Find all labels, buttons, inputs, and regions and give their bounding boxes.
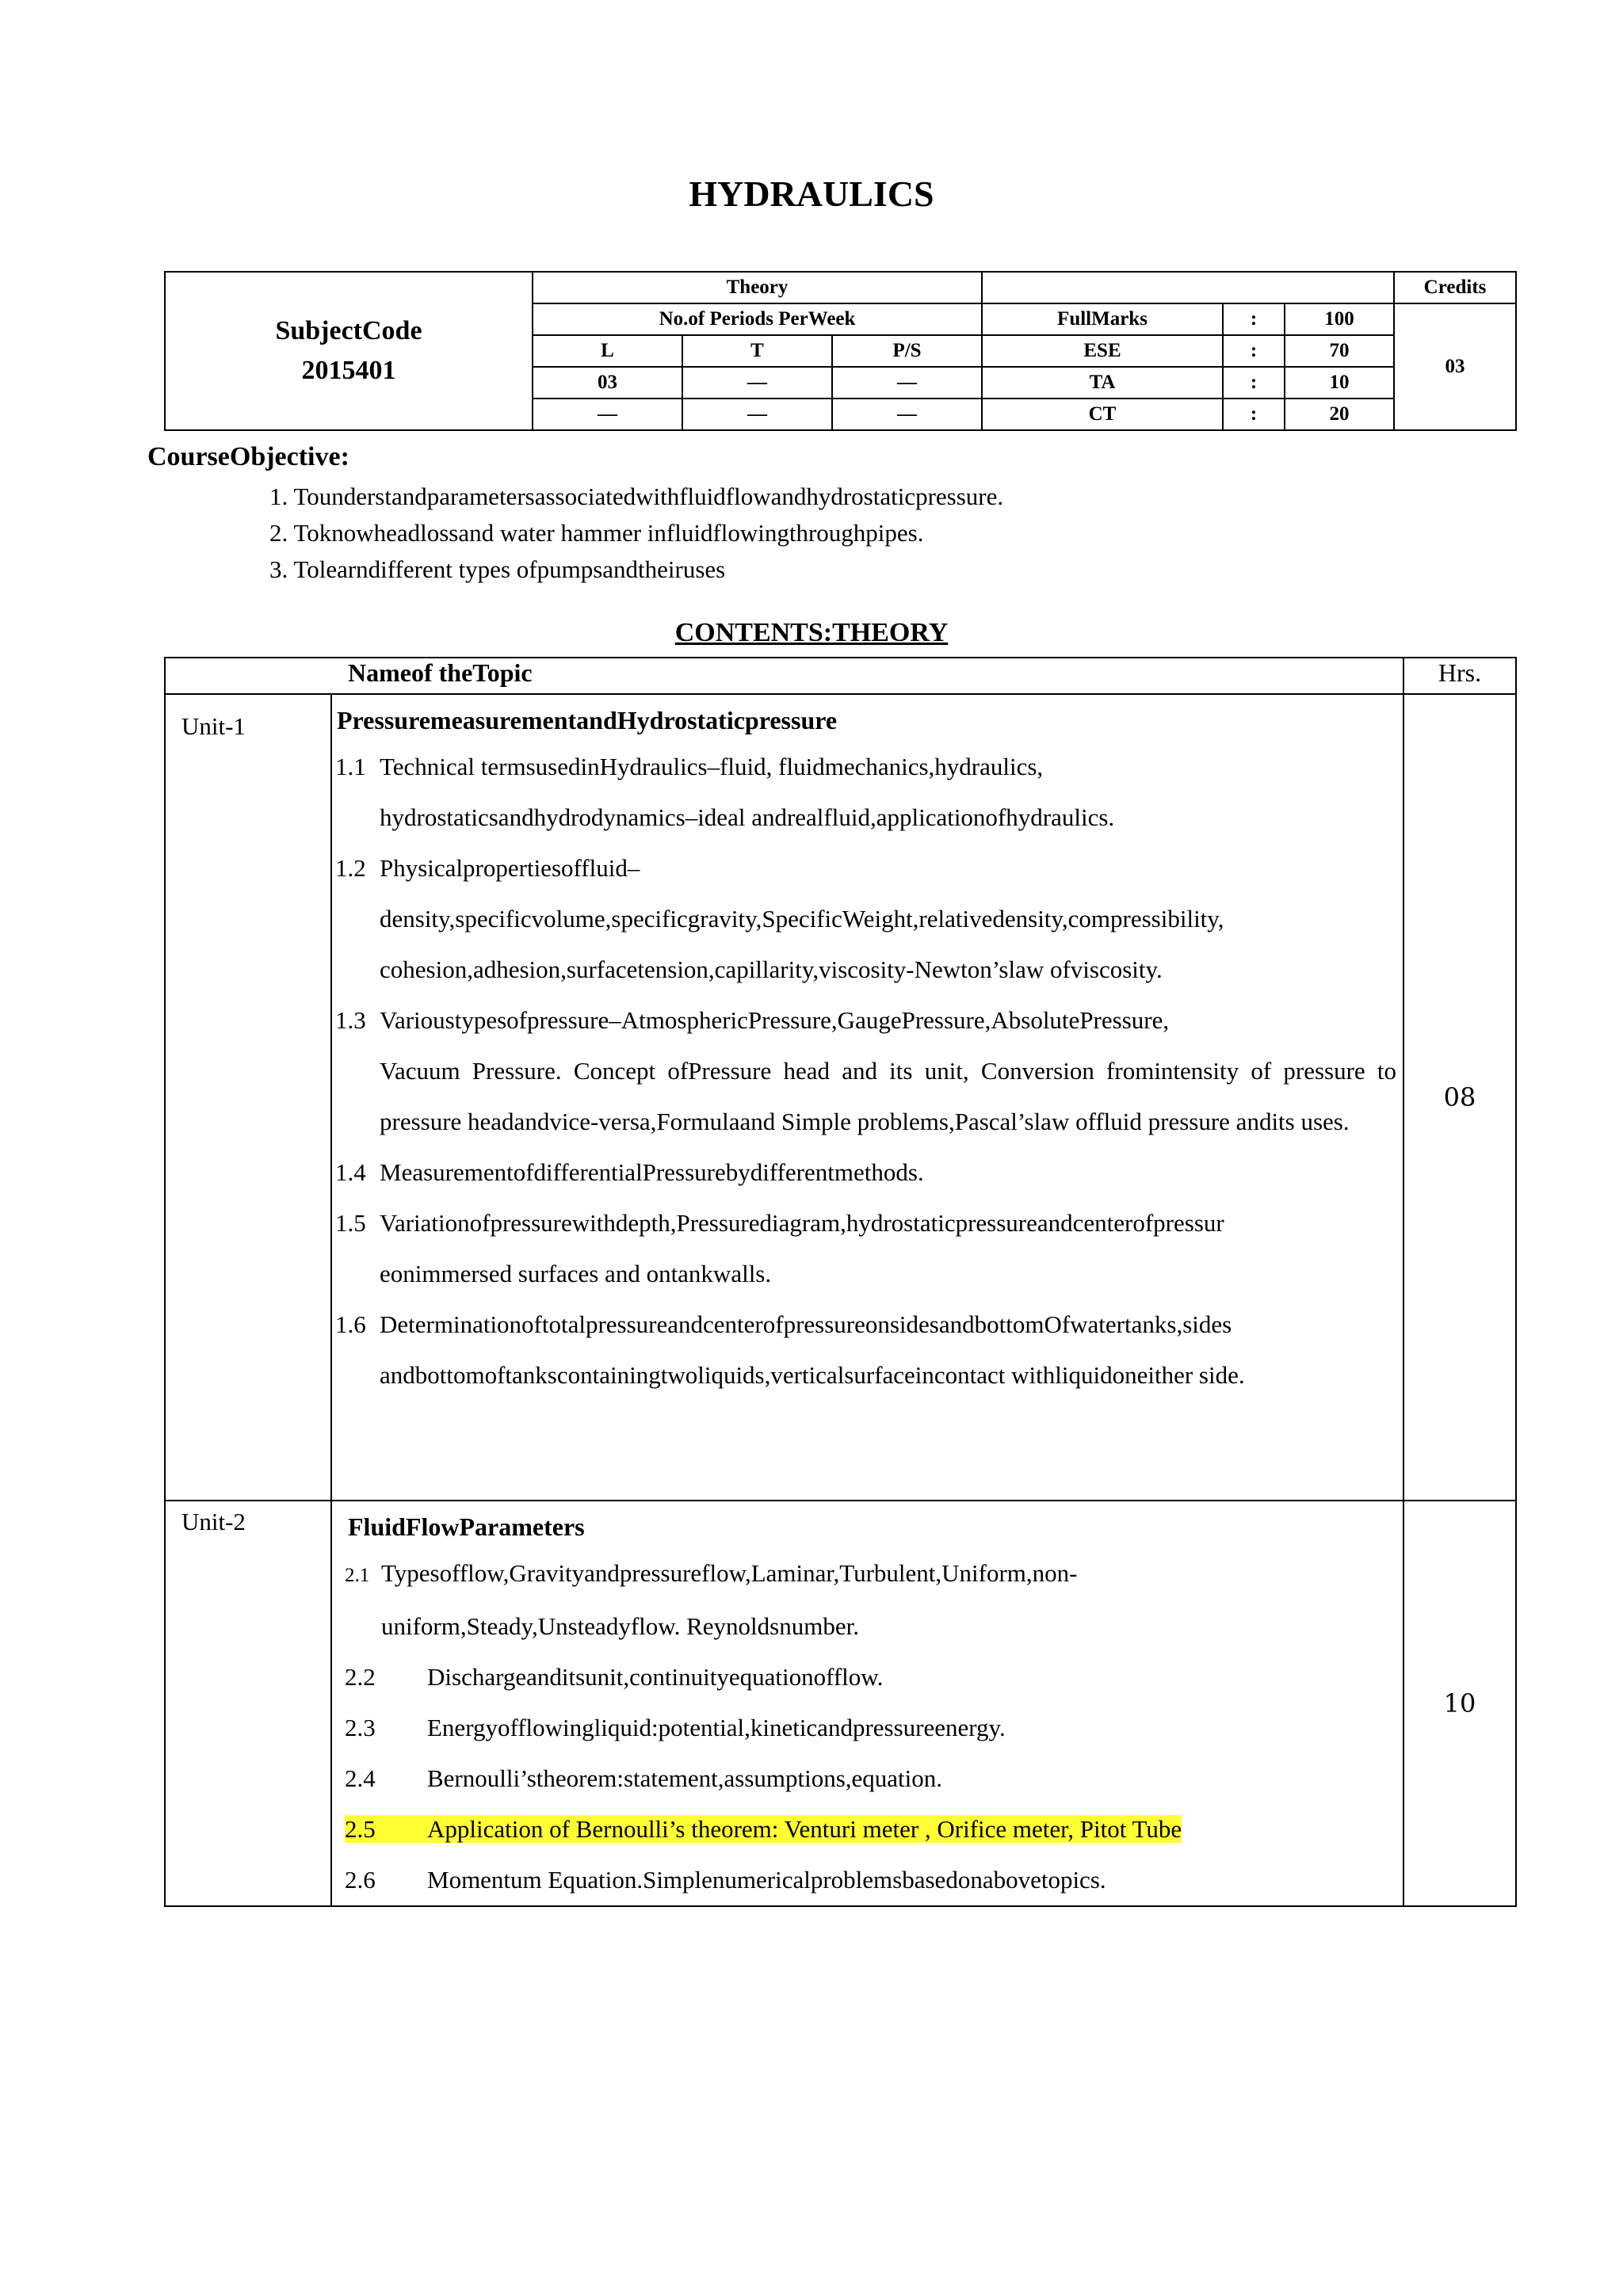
- course-objective-list: [269, 479, 1003, 588]
- topic-text: Physicalpropertiesoffluid–: [380, 854, 640, 882]
- colon: :: [1223, 367, 1285, 399]
- topic-text-continued: density,specificvolume,specificgravity,SpecificWeight,relativedensity,compressibility, cohesion,adhesion,surfacetension,capillarity,viscosity-Newton’slaw ofviscosity.: [380, 905, 1224, 983]
- topic-number: 2.2: [345, 1663, 376, 1691]
- topic-item: [332, 1548, 1403, 1652]
- topic-item: [332, 742, 1403, 843]
- topic-text-continued: hydrostaticsandhydrodynamics–ideal andrealfluid,applicationofhydraulics.: [380, 803, 1115, 831]
- tutorial-header: T: [682, 335, 832, 367]
- topic-number: 1.4: [335, 1158, 366, 1186]
- practical-value-2: —: [832, 399, 982, 430]
- topic-text: Typesofflow,Gravityandpressureflow,Laminar,Turbulent,Uniform,non-: [381, 1559, 1078, 1587]
- unit-hours: 08: [1403, 694, 1516, 1501]
- contents-heading: CONTENTS:THEORY: [674, 618, 949, 647]
- topic-item: [332, 1299, 1403, 1401]
- lecture-header: L: [533, 335, 682, 367]
- topic-text: Application of Bernoulli’s theorem: Venturi meter , Orifice meter, Pitot Tube: [427, 1815, 1182, 1843]
- tutorial-value: —: [682, 367, 832, 399]
- topic-item: [332, 1147, 1403, 1198]
- hrs-column-header: Hrs.: [1403, 658, 1516, 694]
- unit-hours: 10: [1403, 1501, 1516, 1906]
- colon: :: [1223, 399, 1285, 430]
- topic-number: 1.2: [335, 854, 366, 882]
- ct-label: CT: [982, 399, 1223, 430]
- credits-header: Credits: [1394, 272, 1516, 303]
- unit-topics-cell: [331, 694, 1403, 1501]
- topic-number: 2.1: [345, 1565, 370, 1586]
- tutorial-value-2: —: [682, 399, 832, 430]
- topic-item: [332, 843, 1403, 995]
- unit-label: Unit-1: [181, 712, 246, 740]
- subject-code: 2015401: [301, 356, 396, 385]
- lecture-value: 03: [533, 367, 682, 399]
- ta-label: TA: [982, 367, 1223, 399]
- topic-number: 2.6: [345, 1866, 376, 1894]
- blank-header: [982, 272, 1394, 303]
- page-title: HYDRAULICS: [689, 174, 934, 214]
- ese-label: ESE: [982, 335, 1223, 367]
- topic-number: 1.5: [335, 1209, 366, 1237]
- colon: :: [1223, 303, 1285, 335]
- topic-text-continued: Vacuum Pressure. Concept ofPressure head and its unit, Conversion fromintensity of pressure to pressure headandvice-versa,Formulaand Simple problems,Pascal’slaw offluid pressure andits uses.: [380, 1057, 1397, 1135]
- topic-item: [332, 1855, 1403, 1905]
- topic-column-header: Nameof theTopic: [165, 658, 1403, 694]
- course-objective-heading: CourseObjective:: [147, 442, 349, 471]
- topic-number: 2.4: [345, 1764, 376, 1792]
- colon: :: [1223, 335, 1285, 367]
- topic-number: 1.1: [335, 753, 366, 780]
- topic-number: 1.6: [335, 1310, 366, 1338]
- highlight: [345, 1815, 1182, 1843]
- unit-label: Unit-2: [181, 1508, 246, 1535]
- topic-text: Dischargeanditsunit,continuityequationofflow.: [427, 1663, 884, 1691]
- topic-item: [332, 1703, 1403, 1753]
- topic-text: Bernoulli’stheorem:statement,assumptions,equation.: [427, 1764, 943, 1792]
- topic-text-continued: uniform,Steady,Unsteadyflow. Reynoldsnumber.: [381, 1612, 859, 1640]
- topic-item: [332, 1753, 1403, 1804]
- subject-info-table: [164, 271, 1517, 431]
- topic-item: [332, 1198, 1403, 1299]
- subject-code-cell: [165, 272, 533, 430]
- topic-item: [332, 995, 1403, 1147]
- full-marks-value: 100: [1285, 303, 1394, 335]
- topic-item: [332, 1652, 1403, 1703]
- topic-number: 2.3: [345, 1714, 376, 1741]
- contents-table: [164, 657, 1517, 1907]
- ct-value: 20: [1285, 399, 1394, 430]
- topic-text: MeasurementofdifferentialPressurebydifferentmethods.: [380, 1158, 924, 1186]
- topic-item-highlighted: [332, 1804, 1403, 1855]
- theory-header: Theory: [533, 272, 982, 303]
- topic-text: Varioustypesofpressure–AtmosphericPressure,GaugePressure,AbsolutePressure,: [380, 1006, 1170, 1034]
- ta-value: 10: [1285, 367, 1394, 399]
- topic-text: Energyofflowingliquid:potential,kineticandpressureenergy.: [427, 1714, 1006, 1741]
- subject-code-label: SubjectCode: [275, 316, 422, 345]
- topic-number: 2.5: [345, 1815, 376, 1843]
- topic-text: DeterminationoftotalpressureandcenterofpressureonsidesandbottomOfwatertanks,sides: [380, 1310, 1232, 1338]
- credits-value: 03: [1394, 303, 1516, 430]
- topic-number: 1.3: [335, 1006, 366, 1034]
- objective-item: 2. Toknowheadlossand water hammer influidflowingthroughpipes.: [269, 519, 924, 547]
- unit-title: FluidFlowParameters: [348, 1512, 585, 1541]
- objective-item: 1. Tounderstandparametersassociatedwithfluidflowandhydrostaticpressure.: [269, 482, 1004, 510]
- unit-label-cell: [165, 694, 331, 1501]
- objective-item: 3. Tolearndifferent types ofpumpsandtheiruses: [269, 555, 726, 583]
- unit-label-cell: [165, 1501, 331, 1906]
- ese-value: 70: [1285, 335, 1394, 367]
- unit-title: PressuremeasurementandHydrostaticpressure: [337, 706, 838, 734]
- lecture-value-2: —: [533, 399, 682, 430]
- unit-row: [165, 694, 1516, 1501]
- unit-topics-cell: [331, 1501, 1403, 1906]
- topic-text-continued: eonimmersed surfaces and ontankwalls.: [380, 1260, 772, 1287]
- practical-header: P/S: [832, 335, 982, 367]
- full-marks-label: FullMarks: [982, 303, 1223, 335]
- practical-value: —: [832, 367, 982, 399]
- topic-text-continued: andbottomoftankscontainingtwoliquids,verticalsurfaceincontact withliquidoneither side.: [380, 1361, 1245, 1389]
- topic-text: Variationofpressurewithdepth,Pressurediagram,hydrostaticpressureandcenterofpressur: [380, 1209, 1224, 1237]
- topic-text: Technical termsusedinHydraulics–fluid, fluidmechanics,hydraulics,: [380, 753, 1044, 780]
- periods-per-week-header: No.of Periods PerWeek: [533, 303, 982, 335]
- unit-row: [165, 1501, 1516, 1906]
- topic-text: Momentum Equation.Simplenumericalproblemsbasedonabovetopics.: [427, 1866, 1106, 1894]
